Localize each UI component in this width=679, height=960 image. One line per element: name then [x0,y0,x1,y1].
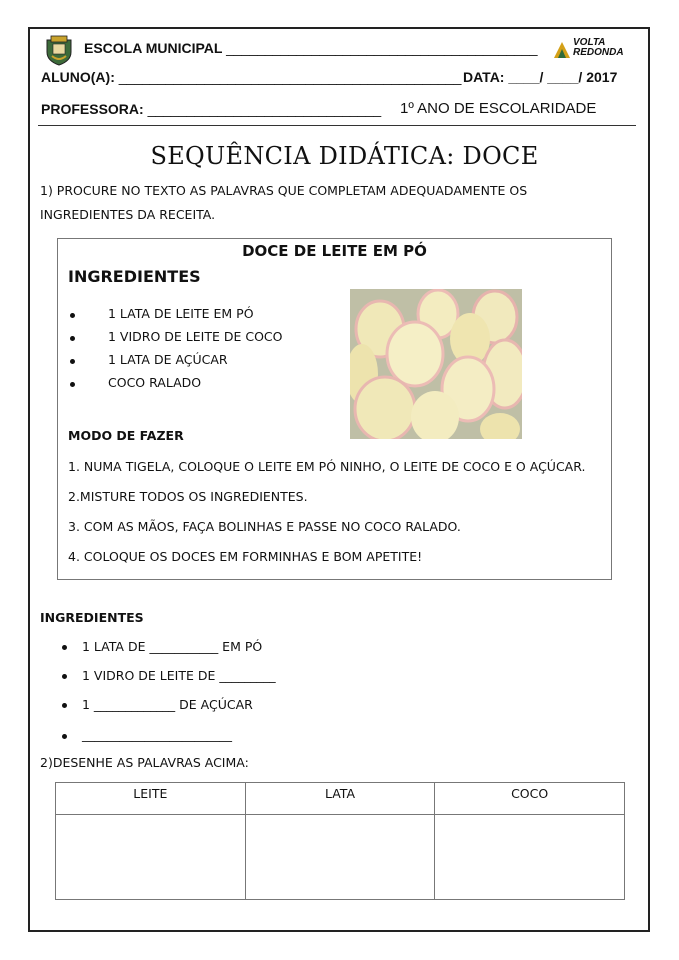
page-title: SEQUÊNCIA DIDÁTICA: DOCE [150,142,539,170]
bullet-icon [70,382,75,387]
bullet-icon [70,313,75,318]
drawing-table [55,782,625,900]
bullet-icon [62,645,67,650]
question-1-line-2: INGREDIENTES DA RECEITA. [40,207,216,222]
school-name-field[interactable]: ________________________________________ [226,40,538,56]
teacher-name-field[interactable]: ______________________________ [147,101,382,117]
method-heading: MODO DE FAZER [68,428,184,443]
method-step: 2.MISTURE TODOS OS INGREDIENTES. [68,489,308,504]
teacher-label: PROFESSORA: ______________________________ [41,101,382,117]
header-divider [38,125,636,126]
method-step: 4. COLOQUE OS DOCES EM FORMINHAS E BOM APETITE! [68,549,423,564]
exercise-item-vidro[interactable]: 1 VIDRO DE LEITE DE _________ [82,668,276,683]
drawing-cell-coco[interactable] [435,815,625,900]
recipe-title: DOCE DE LEITE EM PÓ [242,242,427,260]
bullet-icon [70,359,75,364]
question-1-line-1: 1) PROCURE NO TEXTO AS PALAVRAS QUE COMPLETAM ADEQUADAMENTE OS [40,183,528,198]
method-step: 1. NUMA TIGELA, COLOQUE O LEITE EM PÓ NINHO, O LEITE DE COCO E O AÇÚCAR. [68,459,586,474]
recipe-ingredient: 1 VIDRO DE LEITE DE COCO [108,329,283,344]
bullet-icon [62,734,67,739]
date-field[interactable]: ____/ ____/ 2017 [508,69,618,85]
column-header-lata: LATA [245,783,435,815]
recipe-ingredient: COCO RALADO [108,375,202,390]
column-header-leite: LEITE [56,783,246,815]
bullet-icon [62,703,67,708]
drawing-cell-lata[interactable] [245,815,435,900]
exercise-item-blank[interactable]: ________________________ [82,727,232,742]
doce-de-leite-photo [350,289,522,439]
exercise-item-lata[interactable]: 1 LATA DE ___________ EM PÓ [82,639,263,654]
recipe-ingredient: 1 LATA DE LEITE EM PÓ [108,306,254,321]
volta-redonda-logo-icon [552,38,572,60]
question-2: 2)DESENHE AS PALAVRAS ACIMA: [40,755,249,770]
exercise-item-acucar[interactable]: 1 _____________ DE AÇÚCAR [82,697,253,712]
bullet-icon [62,674,67,679]
method-step: 3. COM AS MÃOS, FAÇA BOLINHAS E PASSE NO COCO RALADO. [68,519,461,534]
school-label: ESCOLA MUNICIPAL ________________________________________ [84,40,538,56]
bullet-icon [70,336,75,341]
school-crest-icon [43,34,75,66]
recipe-ingredient: 1 LATA DE AÇÚCAR [108,352,228,367]
recipe-ingredients-heading: INGREDIENTES [68,267,201,286]
date-label: DATA: ____/ ____/ 2017 [463,69,618,85]
sweets-illustration-icon [350,289,522,439]
grade-label: 1º ANO DE ESCOLARIDADE [400,100,597,117]
column-header-coco: COCO [435,783,625,815]
drawing-cell-leite[interactable] [56,815,246,900]
exercise-heading: INGREDIENTES [40,610,144,625]
student-label: ALUNO(A): ____________________________________________ [41,69,462,85]
student-name-field[interactable]: ____________________________________________ [118,69,462,85]
volta-redonda-logo-text: VOLTA REDONDA [573,37,624,58]
